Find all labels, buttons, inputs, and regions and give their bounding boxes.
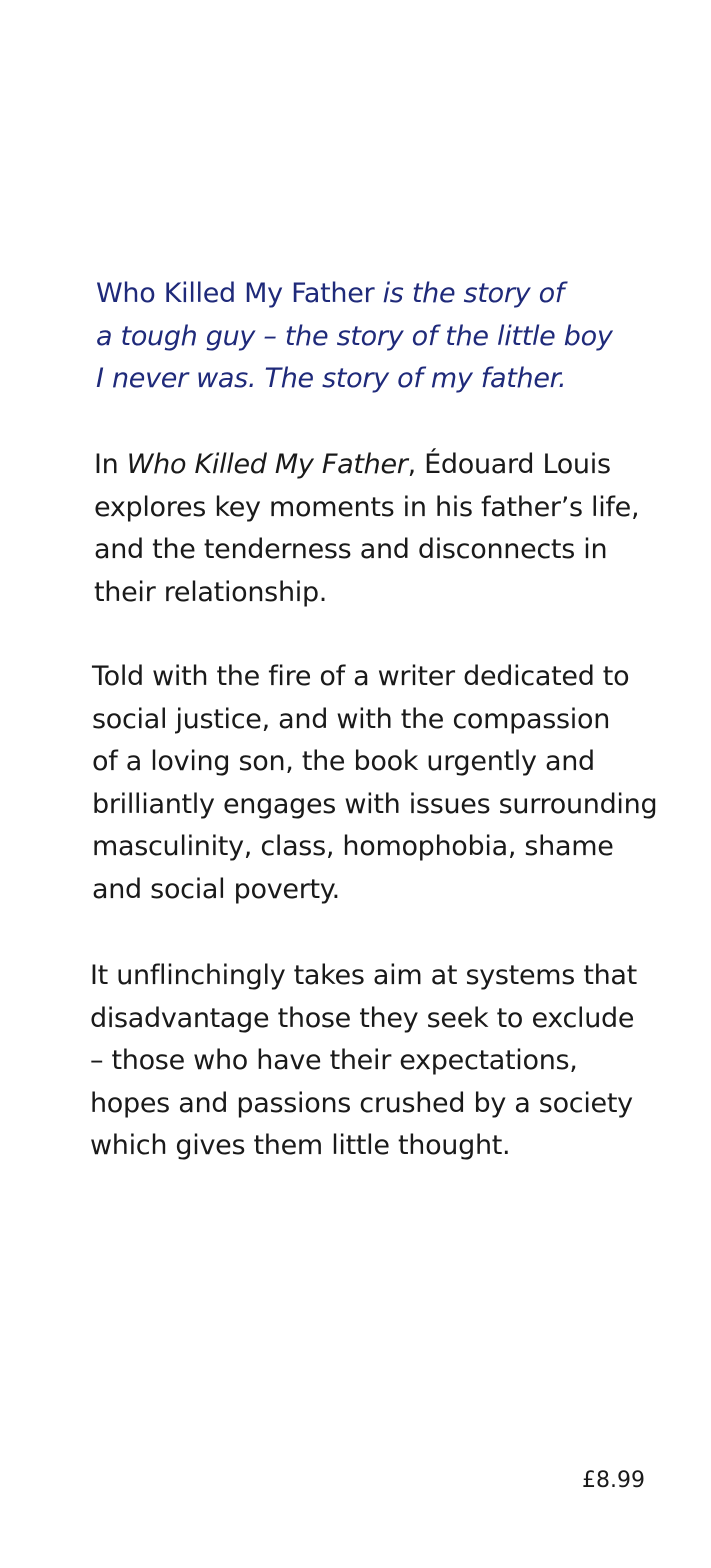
tagline bbox=[96, 273, 656, 401]
paragraph-themes bbox=[92, 656, 658, 911]
paragraph-systems-line: It unflinchingly takes aim at systems that bbox=[90, 960, 637, 991]
tagline-line-3: I never was. The story of my father. bbox=[96, 363, 567, 394]
paragraph-intro-line-4: their relationship. bbox=[94, 576, 328, 608]
tagline-line-1 bbox=[96, 273, 656, 316]
tagline-line-2: a tough guy – the story of the little boy bbox=[96, 320, 613, 352]
paragraph-intro-line-2: explores key moments in his father’s life, bbox=[94, 491, 640, 523]
paragraph-intro bbox=[94, 444, 654, 614]
paragraph-intro-line-1 bbox=[94, 444, 654, 487]
paragraph-themes-line: masculinity, class, homophobia, shame bbox=[92, 831, 614, 862]
paragraph-themes-line: brilliantly engages with issues surrounding bbox=[92, 788, 658, 820]
paragraph-systems-line: which gives them little thought. bbox=[90, 1130, 511, 1161]
paragraph-intro-line-3: and the tenderness and disconnects in bbox=[94, 534, 608, 565]
paragraph-intro-prefix: In bbox=[94, 449, 127, 480]
tagline-book-title: Who Killed My Father bbox=[96, 278, 375, 309]
paragraph-themes-line: and social poverty. bbox=[92, 873, 340, 905]
paragraph-systems-line: – those who have their expectations, bbox=[90, 1045, 578, 1076]
paragraph-themes-line: Told with the fire of a writer dedicated to bbox=[92, 661, 630, 692]
paragraph-themes-line: social justice, and with the compassion bbox=[92, 703, 611, 735]
tagline-line-1-rest: is the story of bbox=[374, 278, 565, 309]
paragraph-systems bbox=[90, 955, 650, 1168]
price-label: £8.99 bbox=[582, 1468, 645, 1493]
paragraph-systems-line: disadvantage those they seek to exclude bbox=[90, 1002, 635, 1034]
paragraph-intro-book-title: Who Killed My Father bbox=[126, 449, 408, 480]
paragraph-intro-suffix: , Édouard Louis bbox=[407, 449, 611, 480]
paragraph-themes-line: of a loving son, the book urgently and bbox=[92, 746, 595, 777]
paragraph-systems-line: hopes and passions crushed by a society bbox=[90, 1087, 633, 1119]
